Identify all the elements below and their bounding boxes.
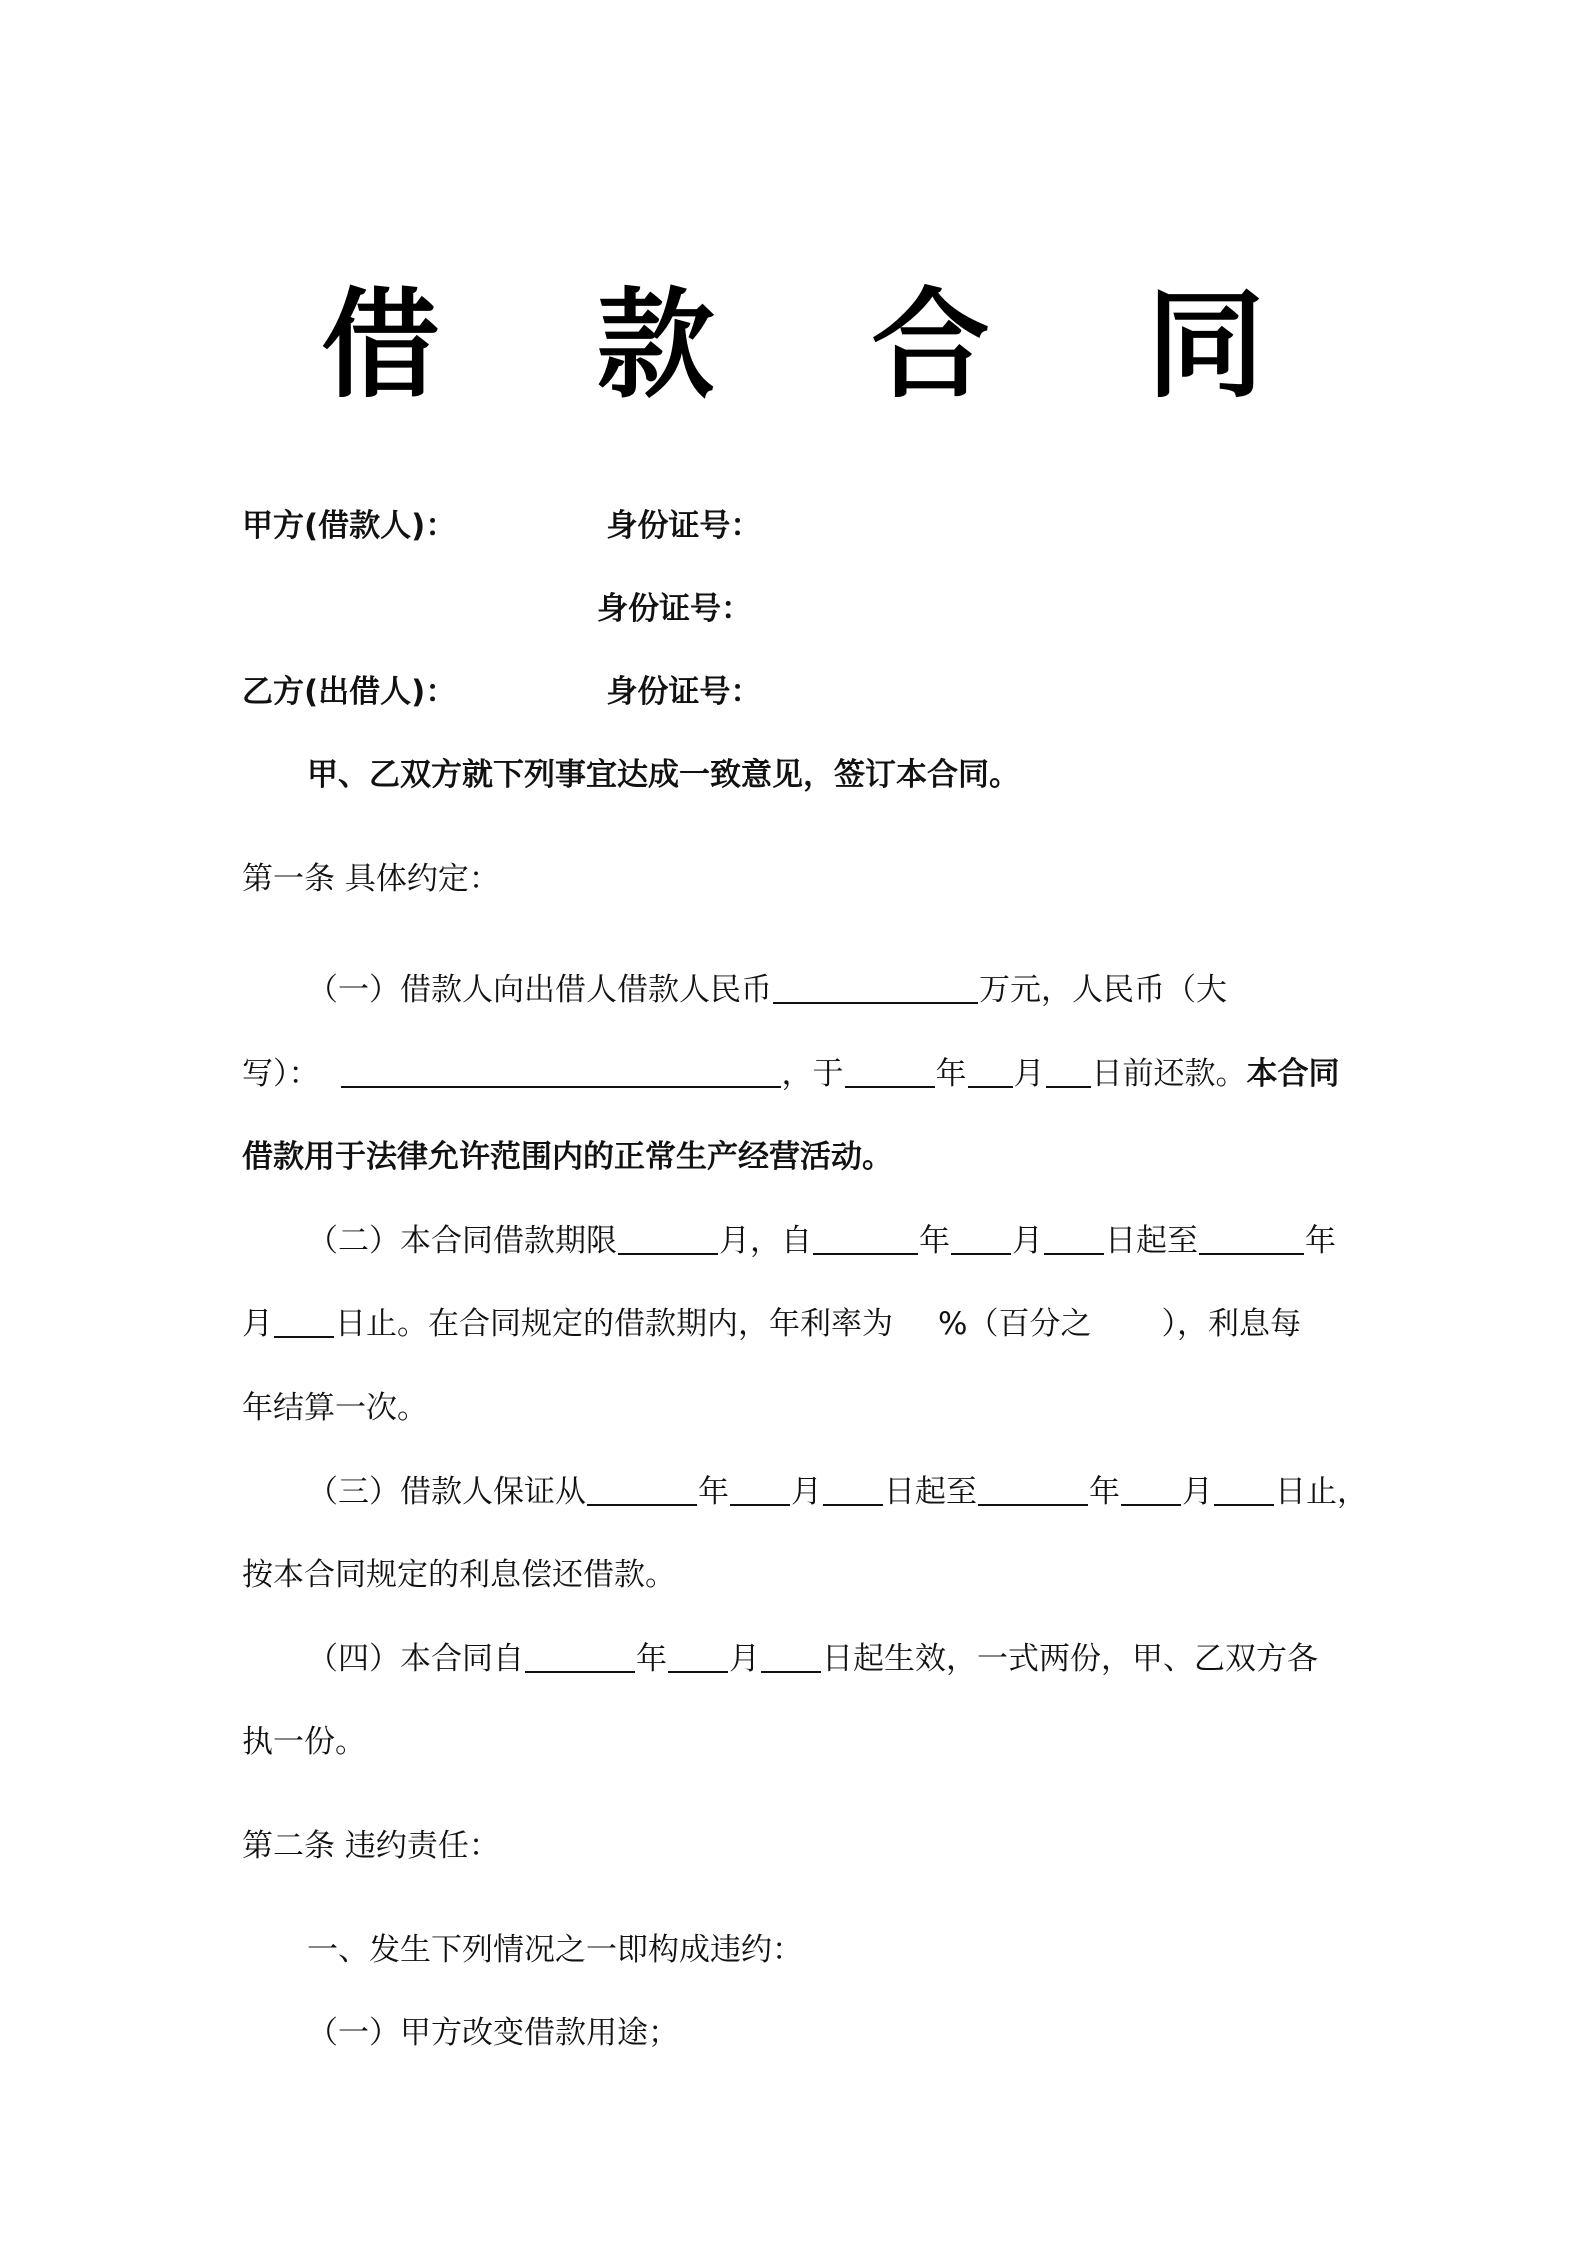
clause-3-text-a: （三）借款人保证从 [307,1474,586,1510]
party-a-id-label: 身份证号： [606,508,762,544]
start-month-field[interactable] [951,1223,1011,1255]
article-2-heading: 第二条 违约责任： [242,1828,500,1864]
clause-3-end-month-label: 月 [1182,1474,1213,1510]
clause-3-month-label: 月 [791,1474,822,1510]
amount-words-field[interactable] [341,1056,781,1088]
clause-1-day-label: 日前还款。 [1091,1056,1247,1092]
clause-1-year-label: 年 [935,1056,967,1092]
clause-1-text-e: 本合同 [1246,1056,1340,1092]
interest-start-month-field[interactable] [730,1474,790,1506]
clause-2-text-a: （二）本合同借款期限 [307,1223,617,1259]
clause-1-text-b: 万元，人民币（大 [979,972,1227,1008]
article-1-heading: 第一条 具体约定： [242,861,500,897]
clause-2-text-f: ），利息每 [1161,1306,1301,1342]
clause-1-line-1 [307,964,1227,1009]
middle-id-label: 身份证号： [597,591,752,627]
clause-4-text-b: 日起生效，一式两份，甲、乙双方各 [822,1641,1318,1677]
clause-2-text-c: 日起至 [1105,1223,1198,1259]
clause-2-text-d: 日止。在合同规定的借款期内，年利率为 [335,1306,893,1342]
clause-3-line-2: 按本合同规定的利息偿还借款。 [242,1557,676,1593]
clause-3-end-year-label: 年 [1089,1474,1120,1510]
term-months-field[interactable] [618,1223,718,1255]
clause-2-text-b: 月，自 [719,1223,812,1259]
repay-month-field[interactable] [968,1056,1013,1088]
clause-2-line-1 [307,1215,1336,1260]
article-2-sub-1: 一、发生下列情况之一即构成违约： [307,1932,803,1968]
clause-1-month-label: 月 [1013,1056,1045,1092]
end-day-field[interactable] [274,1306,334,1338]
interest-end-year-field[interactable] [978,1474,1088,1506]
clause-4-month-label: 月 [729,1641,760,1677]
party-b-row [242,666,761,711]
clause-2-end-month-label: 月 [242,1306,273,1342]
clause-3-year-label: 年 [698,1474,729,1510]
clause-1-line-3: 借款用于法律允许范围内的正常生产经营活动。 [242,1139,893,1175]
interest-end-day-field[interactable] [1214,1474,1274,1506]
article-2-sub-2: （一）甲方改变借款用途； [307,2015,679,2051]
clause-2-end-year-label: 年 [1305,1223,1336,1259]
interest-end-month-field[interactable] [1121,1474,1181,1506]
document-title: 借 款 合 同 [321,276,1323,414]
start-year-field[interactable] [813,1223,918,1255]
clause-2-month-label: 月 [1012,1223,1043,1259]
clause-4-line-2: 执一份。 [242,1724,366,1760]
party-a-label: 甲方(借款人)： [242,508,457,544]
clause-1-text-c: 写）： [242,1056,320,1092]
start-day-field[interactable] [1044,1223,1104,1255]
clause-2-year-label: 年 [919,1223,950,1259]
clause-4-year-label: 年 [636,1641,667,1677]
repay-day-field[interactable] [1046,1056,1091,1088]
effective-year-field[interactable] [525,1641,635,1673]
clause-3-text-b: 日起至 [884,1474,977,1510]
end-year-field[interactable] [1199,1223,1304,1255]
interest-start-day-field[interactable] [823,1474,883,1506]
clause-2-line-2 [242,1298,1301,1343]
middle-id-row [597,583,752,628]
clause-4-text-a: （四）本合同自 [307,1641,524,1677]
effective-month-field[interactable] [668,1641,728,1673]
clause-1-line-2 [242,1048,1340,1093]
clause-2-line-3: 年结算一次。 [242,1390,428,1426]
party-b-label: 乙方(出借人)： [242,674,457,710]
clause-4-line-1 [307,1633,1318,1678]
clause-1-text-a: （一）借款人向出借人借款人民币 [307,972,772,1008]
interest-start-year-field[interactable] [587,1474,697,1506]
intro-text: 甲、乙双方就下列事宜达成一致意见，签订本合同。 [307,757,1020,793]
clause-3-text-c: 日止， [1275,1474,1368,1510]
amount-wan-field[interactable] [773,972,978,1004]
party-b-id-label: 身份证号： [606,674,762,710]
clause-1-text-d: ，于 [781,1056,844,1092]
party-a-row [242,500,761,545]
clause-2-text-e: %（百分之 [938,1306,1092,1342]
repay-year-field[interactable] [845,1056,935,1088]
effective-day-field[interactable] [761,1641,821,1673]
clause-3-line-1 [307,1466,1368,1511]
